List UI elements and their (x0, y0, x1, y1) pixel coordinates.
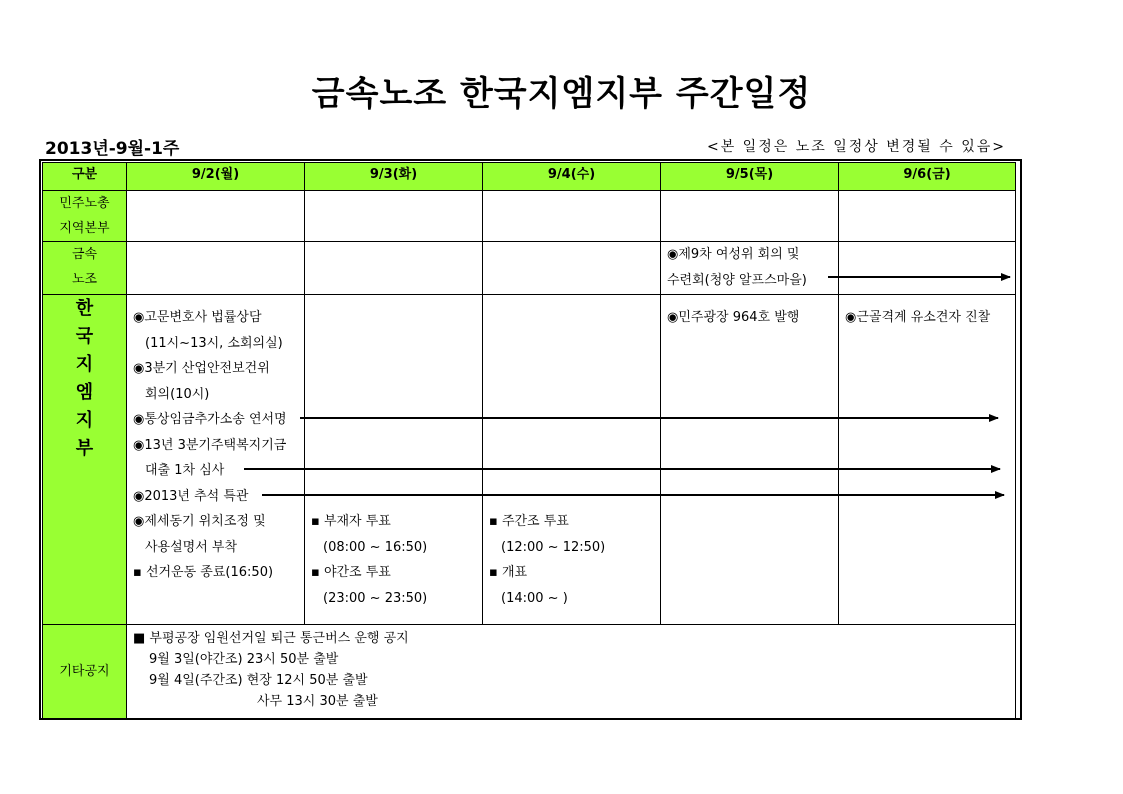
cell-gm-wed (483, 295, 661, 625)
gm-thu-item: ◉민주광장 964호 발행 (667, 310, 800, 325)
gm-tue-item: ▪ 야간조 투표 (311, 565, 391, 580)
gm-tue-item: (08:00 ~ 16:50) (323, 539, 428, 555)
cell-kctu-wed (483, 191, 661, 242)
row-label-gm-char: 지 (75, 354, 94, 375)
gm-mon-item: (11시~13시, 소회의실) (145, 335, 283, 351)
gm-wed-item: ▪ 개표 (489, 565, 528, 580)
cell-gm-fri (839, 295, 1016, 625)
page-title: 금속노조 한국지엠지부 주간일정 (311, 74, 812, 114)
row-label-gm-char: 부 (75, 438, 94, 459)
schedule-table (42, 162, 1016, 719)
cell-kmwu-fri (839, 242, 1016, 295)
schedule-note: <본 일정은 노조 일정상 변경될 수 있음> (706, 139, 1006, 155)
row-label-kmwu-line2: 노조 (71, 272, 98, 287)
gm-mon-item: ◉13년 3분기주택복지기금 (133, 437, 287, 453)
gm-mon-item: ◉고문변호사 법률상담 (133, 310, 262, 325)
cell-kmwu-mon (127, 242, 305, 295)
header-row (43, 163, 1016, 191)
row-label-kctu-line1: 민주노총 (59, 196, 110, 211)
row-kctu (43, 191, 1016, 242)
gm-fri-item: ◉근골격계 유소견자 진찰 (845, 310, 991, 325)
cell-kctu-fri (839, 191, 1016, 242)
row-label-kmwu (43, 242, 127, 295)
row-misc (43, 625, 1016, 719)
gm-mon-item: 회의(10시) (145, 386, 210, 402)
gm-mon-item: ◉2013년 추석 특관 (133, 488, 249, 504)
header-day-wed: 9/4(수) (483, 163, 661, 191)
row-label-gm-char: 지 (75, 410, 94, 431)
gm-mon-item: ◉3분기 산업안전보건위 (133, 361, 270, 376)
cell-kmwu-thu (661, 242, 839, 295)
row-label-gm-char: 엠 (75, 382, 94, 403)
event-women-committee: ◉제9차 여성위 회의 및 (667, 247, 800, 262)
misc-notice-line: 9월 3일(야간조) 23시 50분 출발 (149, 652, 339, 667)
cell-gm-thu (661, 295, 839, 625)
header-day-thu: 9/5(목) (661, 163, 839, 191)
cell-kmwu-tue (305, 242, 483, 295)
week-label: 2013년-9월-1주 (45, 139, 180, 159)
cell-gm-tue (305, 295, 483, 625)
gm-wed-item: (14:00 ~ ) (501, 590, 568, 606)
row-label-misc: 기타공지 (43, 625, 127, 719)
misc-notice-line: 9월 4일(주간조) 현장 12시 50분 출발 (149, 673, 368, 688)
row-label-kctu-line2: 지역본부 (59, 221, 110, 236)
gm-mon-item: ◉제세동기 위치조정 및 (133, 514, 266, 529)
row-gm (43, 295, 1016, 625)
gm-mon-item: ▪ 선거운동 종료(16:50) (133, 565, 274, 580)
gm-wed-item: ▪ 주간조 투표 (489, 514, 569, 529)
cell-kctu-mon (127, 191, 305, 242)
row-label-kmwu-line1: 금속 (71, 247, 98, 262)
row-label-gm-char: 국 (75, 326, 94, 347)
cell-kctu-tue (305, 191, 483, 242)
header-day-mon: 9/2(월) (127, 163, 305, 191)
cell-kctu-thu (661, 191, 839, 242)
gm-mon-item: ◉통상임금추가소송 연서명 (133, 412, 287, 427)
row-label-kctu (43, 191, 127, 242)
event-women-committee-place: 수련회(청양 알프스마을) (667, 272, 807, 288)
gm-tue-item: (23:00 ~ 23:50) (323, 590, 428, 606)
row-kmwu (43, 242, 1016, 295)
cell-misc-notice (127, 625, 1016, 719)
row-label-gm-char: 한 (75, 298, 94, 319)
gm-wed-item: (12:00 ~ 12:50) (501, 539, 606, 555)
misc-notice-line: 사무 13시 30분 출발 (257, 694, 378, 709)
header-category: 구분 (43, 163, 127, 191)
cell-kmwu-wed (483, 242, 661, 295)
misc-notice-title: ■ 부평공장 임원선거일 퇴근 통근버스 운행 공지 (133, 631, 409, 646)
row-label-gm (43, 295, 127, 625)
header-day-tue: 9/3(화) (305, 163, 483, 191)
header-day-fri: 9/6(금) (839, 163, 1016, 191)
gm-mon-item: 대출 1차 심사 (145, 463, 225, 478)
gm-tue-item: ▪ 부재자 투표 (311, 514, 391, 529)
cell-gm-mon (127, 295, 305, 625)
gm-mon-item: 사용설명서 부착 (145, 539, 238, 555)
